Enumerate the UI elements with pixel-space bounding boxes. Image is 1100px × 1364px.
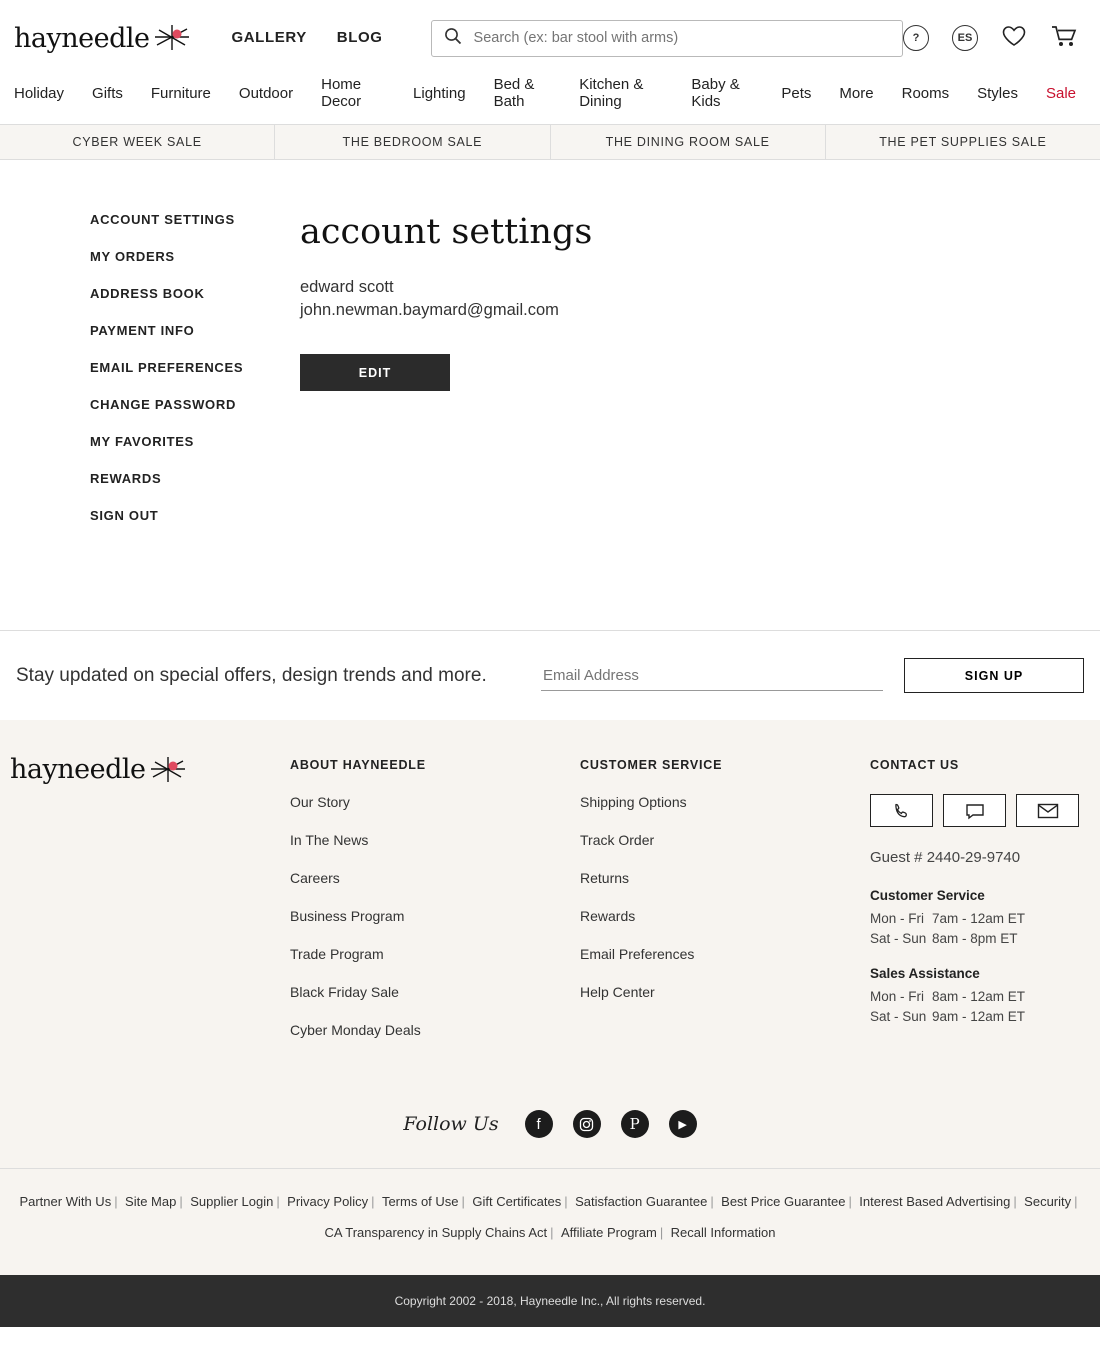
footer-link-label: Track Order	[580, 832, 655, 848]
nav-furniture-label: Furniture	[150, 84, 211, 102]
sidebar-item-my-favorites[interactable]	[90, 434, 300, 449]
nav-more[interactable]	[825, 85, 887, 102]
footer-link-label: Help Center	[580, 984, 655, 1000]
legal-link-label: CA Transparency in Supply Chains Act	[324, 1225, 548, 1240]
newsletter-text: Stay updated on special offers, design trends and more.	[16, 664, 487, 686]
promo-cyber-week[interactable]	[0, 125, 275, 159]
social-links	[0, 1060, 1100, 1168]
footer-link-rewards[interactable]	[580, 908, 870, 924]
account-sidebar	[0, 212, 300, 630]
legal-link-label: Best Price Guarantee	[721, 1194, 846, 1209]
footer-link-label: Trade Program	[290, 946, 384, 962]
nav-sale-label: Sale	[1045, 84, 1077, 102]
nav-kitchen-dining[interactable]	[565, 76, 677, 110]
account-content	[0, 160, 1100, 630]
instagram-icon[interactable]	[573, 1110, 601, 1138]
customer-service-hours-row	[870, 931, 1079, 946]
legal-link-label: Site Map	[125, 1194, 177, 1209]
top-nav	[231, 29, 382, 47]
footer-link-label: Our Story	[290, 794, 350, 810]
legal-links	[0, 1168, 1100, 1275]
hours-days: Sat - Sun	[870, 931, 927, 946]
legal-link-security[interactable]	[1024, 1194, 1071, 1209]
edit-button[interactable]: EDIT	[300, 354, 450, 391]
legal-link-label: Partner With Us	[19, 1194, 112, 1209]
sales-hours-row	[870, 1009, 1079, 1024]
footer-contact-title: CONTACT US	[870, 758, 960, 772]
sidebar-item-label: MY FAVORITES	[90, 434, 194, 449]
logo-text: hayneedle	[14, 22, 150, 54]
facebook-icon[interactable]: f	[525, 1110, 553, 1138]
promo-pet-supplies-label: THE PET SUPPLIES SALE	[879, 135, 1047, 149]
nav-furniture[interactable]	[137, 85, 225, 102]
footer-link-label: Shipping Options	[580, 794, 687, 810]
footer-service-title: CUSTOMER SERVICE	[580, 758, 723, 772]
footer-link-trade-program[interactable]	[290, 946, 580, 962]
hours-time: 9am - 12am ET	[932, 1009, 1026, 1024]
footer-link-label: Cyber Monday Deals	[290, 1022, 421, 1038]
promo-pet-supplies[interactable]	[826, 125, 1100, 159]
page-title: account settings	[300, 212, 593, 252]
legal-link-partner-with-us[interactable]	[19, 1194, 111, 1209]
sidebar-item-payment-info[interactable]	[90, 323, 300, 338]
legal-link-recall-information[interactable]	[671, 1225, 776, 1240]
sidebar-item-label: SIGN OUT	[90, 508, 159, 523]
nav-styles[interactable]	[963, 85, 1032, 102]
footer-link-cyber-monday-deals[interactable]	[290, 1022, 580, 1038]
footer-link-label: Careers	[290, 870, 340, 886]
footer-link-label: Returns	[580, 870, 630, 886]
legal-link-interest-based-advertising[interactable]	[859, 1194, 1010, 1209]
footer-link-returns[interactable]	[580, 870, 870, 886]
legal-link-satisfaction-guarantee[interactable]	[575, 1194, 707, 1209]
follow-us-label: Follow Us	[403, 1113, 499, 1135]
customer-service-hours-row	[870, 911, 1079, 926]
footer-link-label: In The News	[290, 832, 369, 848]
nav-more-label: More	[839, 84, 874, 102]
footer-logo[interactable]	[10, 754, 290, 1060]
nav-home-decor[interactable]	[307, 76, 399, 110]
site-header	[0, 0, 1100, 76]
nav-kitchen-dining-label: Kitchen & Dining	[579, 76, 644, 110]
nav-baby-kids-label: Baby & Kids	[691, 76, 740, 110]
main-nav	[0, 76, 1100, 124]
legal-link-label: Affiliate Program	[560, 1225, 657, 1240]
copyright-text: Copyright 2002 - 2018, Hayneedle Inc., All rights reserved.	[394, 1294, 706, 1308]
contact-methods	[870, 794, 1079, 827]
newsletter-signup-button[interactable]: SIGN UP	[904, 658, 1084, 693]
site-footer	[0, 720, 1100, 1275]
footer-service-column	[580, 754, 870, 1060]
footer-link-in-the-news[interactable]	[290, 832, 580, 848]
footer-about-title: ABOUT HAYNEEDLE	[290, 758, 426, 772]
footer-link-business-program[interactable]	[290, 908, 580, 924]
sidebar-item-label: ACCOUNT SETTINGS	[90, 212, 235, 227]
hours-days: Mon - Fri	[870, 989, 924, 1004]
nav-pets-label: Pets	[781, 84, 812, 102]
promo-dining-room-label: THE DINING ROOM SALE	[605, 135, 770, 149]
sidebar-item-label: ADDRESS BOOK	[90, 286, 205, 301]
account-email: john.newman.baymard@gmail.com	[300, 301, 559, 319]
promo-dining-room[interactable]	[551, 125, 826, 159]
legal-row-2: CA Transparency in Supply Chains Act | Affiliate Program | Recall Information	[324, 1225, 776, 1240]
account-name: edward scott	[300, 278, 394, 296]
copyright-bar	[0, 1275, 1100, 1327]
nav-outdoor-label: Outdoor	[238, 84, 294, 102]
sidebar-item-email-preferences[interactable]	[90, 360, 300, 375]
sidebar-item-rewards[interactable]	[90, 471, 300, 486]
legal-link-label: Gift Certificates	[472, 1194, 562, 1209]
top-nav-gallery-label: GALLERY	[231, 29, 307, 46]
footer-link-black-friday-sale[interactable]	[290, 984, 580, 1000]
legal-link-best-price-guarantee[interactable]	[721, 1194, 845, 1209]
customer-service-title: Customer Service	[870, 888, 985, 903]
top-nav-gallery[interactable]	[231, 29, 306, 47]
footer-logo-star-icon	[149, 755, 187, 785]
pinterest-icon[interactable]: P	[621, 1110, 649, 1138]
search-icon	[444, 27, 462, 50]
footer-about-column	[290, 754, 580, 1060]
hours-time: 8am - 8pm ET	[932, 931, 1018, 946]
nav-sale[interactable]	[1032, 85, 1090, 102]
top-nav-blog[interactable]	[337, 29, 383, 47]
nav-rooms-label: Rooms	[901, 84, 950, 102]
footer-link-label: Black Friday Sale	[290, 984, 399, 1000]
nav-baby-kids[interactable]	[677, 76, 767, 110]
account-main	[300, 212, 1100, 630]
sidebar-item-label: PAYMENT INFO	[90, 323, 195, 338]
sidebar-item-address-book[interactable]	[90, 286, 300, 301]
hours-days: Mon - Fri	[870, 911, 924, 926]
chat-icon[interactable]	[943, 794, 1006, 827]
footer-link-careers[interactable]	[290, 870, 580, 886]
footer-link-help-center[interactable]	[580, 984, 870, 1000]
footer-link-our-story[interactable]	[290, 794, 580, 810]
email-icon[interactable]	[1016, 794, 1079, 827]
nav-gifts[interactable]	[78, 85, 137, 102]
footer-link-email-preferences[interactable]	[580, 946, 870, 962]
legal-link-gift-certificates[interactable]	[472, 1194, 561, 1209]
sidebar-item-change-password[interactable]	[90, 397, 300, 412]
legal-link-label: Security	[1024, 1194, 1072, 1209]
hours-time: 7am - 12am ET	[932, 911, 1026, 926]
footer-link-label: Email Preferences	[580, 946, 695, 962]
nav-outdoor[interactable]	[225, 85, 307, 102]
sidebar-item-my-orders[interactable]	[90, 249, 300, 264]
wishlist-icon[interactable]	[1001, 24, 1027, 53]
hours-days: Sat - Sun	[870, 1009, 927, 1024]
nav-gifts-label: Gifts	[92, 84, 123, 102]
footer-contact-column	[870, 754, 1079, 1060]
nav-pets[interactable]	[767, 85, 825, 102]
sales-hours-row	[870, 989, 1079, 1004]
legal-link-label: Satisfaction Guarantee	[575, 1194, 708, 1209]
header-icon-group	[903, 24, 1086, 53]
newsletter-signup	[0, 630, 1100, 720]
legal-link-privacy-policy[interactable]	[287, 1194, 368, 1209]
sidebar-item-label: MY ORDERS	[90, 249, 175, 264]
sidebar-item-label: CHANGE PASSWORD	[90, 397, 237, 412]
language-icon[interactable]: ES	[952, 25, 978, 51]
phone-icon[interactable]	[870, 794, 933, 827]
sidebar-item-label: EMAIL PREFERENCES	[90, 360, 244, 375]
legal-link-supplier-login[interactable]	[190, 1194, 273, 1209]
legal-row-1: Partner With Us | Site Map | Supplier Login | Privacy Policy | Terms of Use | Gift Certificates | Satisfaction Guarantee | Best Price Guarantee | Interest Based Advertising | Security |	[19, 1194, 1078, 1209]
legal-link-label: Recall Information	[670, 1225, 776, 1240]
hours-time: 8am - 12am ET	[932, 989, 1026, 1004]
search-input[interactable]	[472, 29, 890, 47]
footer-link-label: Rewards	[580, 908, 636, 924]
nav-bed-bath-label: Bed & Bath	[493, 76, 535, 110]
top-nav-blog-label: BLOG	[336, 29, 383, 46]
footer-logo-text: hayneedle	[10, 754, 146, 785]
legal-link-label: Supplier Login	[190, 1194, 274, 1209]
footer-link-label: Business Program	[290, 908, 405, 924]
legal-link-ca-transparency[interactable]	[325, 1225, 548, 1240]
help-icon[interactable]: ?	[903, 25, 929, 51]
footer-link-shipping-options[interactable]	[580, 794, 870, 810]
legal-link-label: Terms of Use	[381, 1194, 459, 1209]
newsletter-email-input[interactable]	[541, 661, 883, 691]
nav-holiday-label: Holiday	[14, 84, 65, 102]
youtube-icon[interactable]: ▶	[669, 1110, 697, 1138]
footer-link-track-order[interactable]	[580, 832, 870, 848]
legal-link-affiliate-program[interactable]	[561, 1225, 657, 1240]
nav-holiday[interactable]	[10, 85, 78, 102]
legal-link-terms-of-use[interactable]	[382, 1194, 459, 1209]
promo-bar	[0, 124, 1100, 160]
sidebar-item-account-settings[interactable]	[90, 212, 300, 227]
promo-cyber-week-label: CYBER WEEK SALE	[72, 135, 202, 149]
promo-bedroom[interactable]	[275, 125, 550, 159]
legal-link-label: Privacy Policy	[287, 1194, 369, 1209]
sidebar-item-sign-out[interactable]	[90, 508, 300, 523]
nav-home-decor-label: Home Decor	[321, 76, 362, 110]
nav-lighting[interactable]	[399, 85, 480, 102]
cart-icon[interactable]	[1050, 24, 1078, 53]
logo-star-icon	[153, 23, 191, 53]
guest-number: Guest # 2440-29-9740	[870, 849, 1021, 866]
site-logo[interactable]	[14, 23, 191, 54]
legal-link-site-map[interactable]	[125, 1194, 176, 1209]
nav-lighting-label: Lighting	[413, 84, 466, 102]
sidebar-item-label: REWARDS	[90, 471, 162, 486]
nav-rooms[interactable]	[888, 85, 964, 102]
sales-assistance-title: Sales Assistance	[870, 966, 980, 981]
nav-styles-label: Styles	[977, 84, 1018, 102]
search-bar[interactable]	[431, 20, 903, 57]
nav-bed-bath[interactable]	[480, 76, 566, 110]
legal-link-label: Interest Based Advertising	[859, 1194, 1011, 1209]
promo-bedroom-label: THE BEDROOM SALE	[342, 135, 483, 149]
